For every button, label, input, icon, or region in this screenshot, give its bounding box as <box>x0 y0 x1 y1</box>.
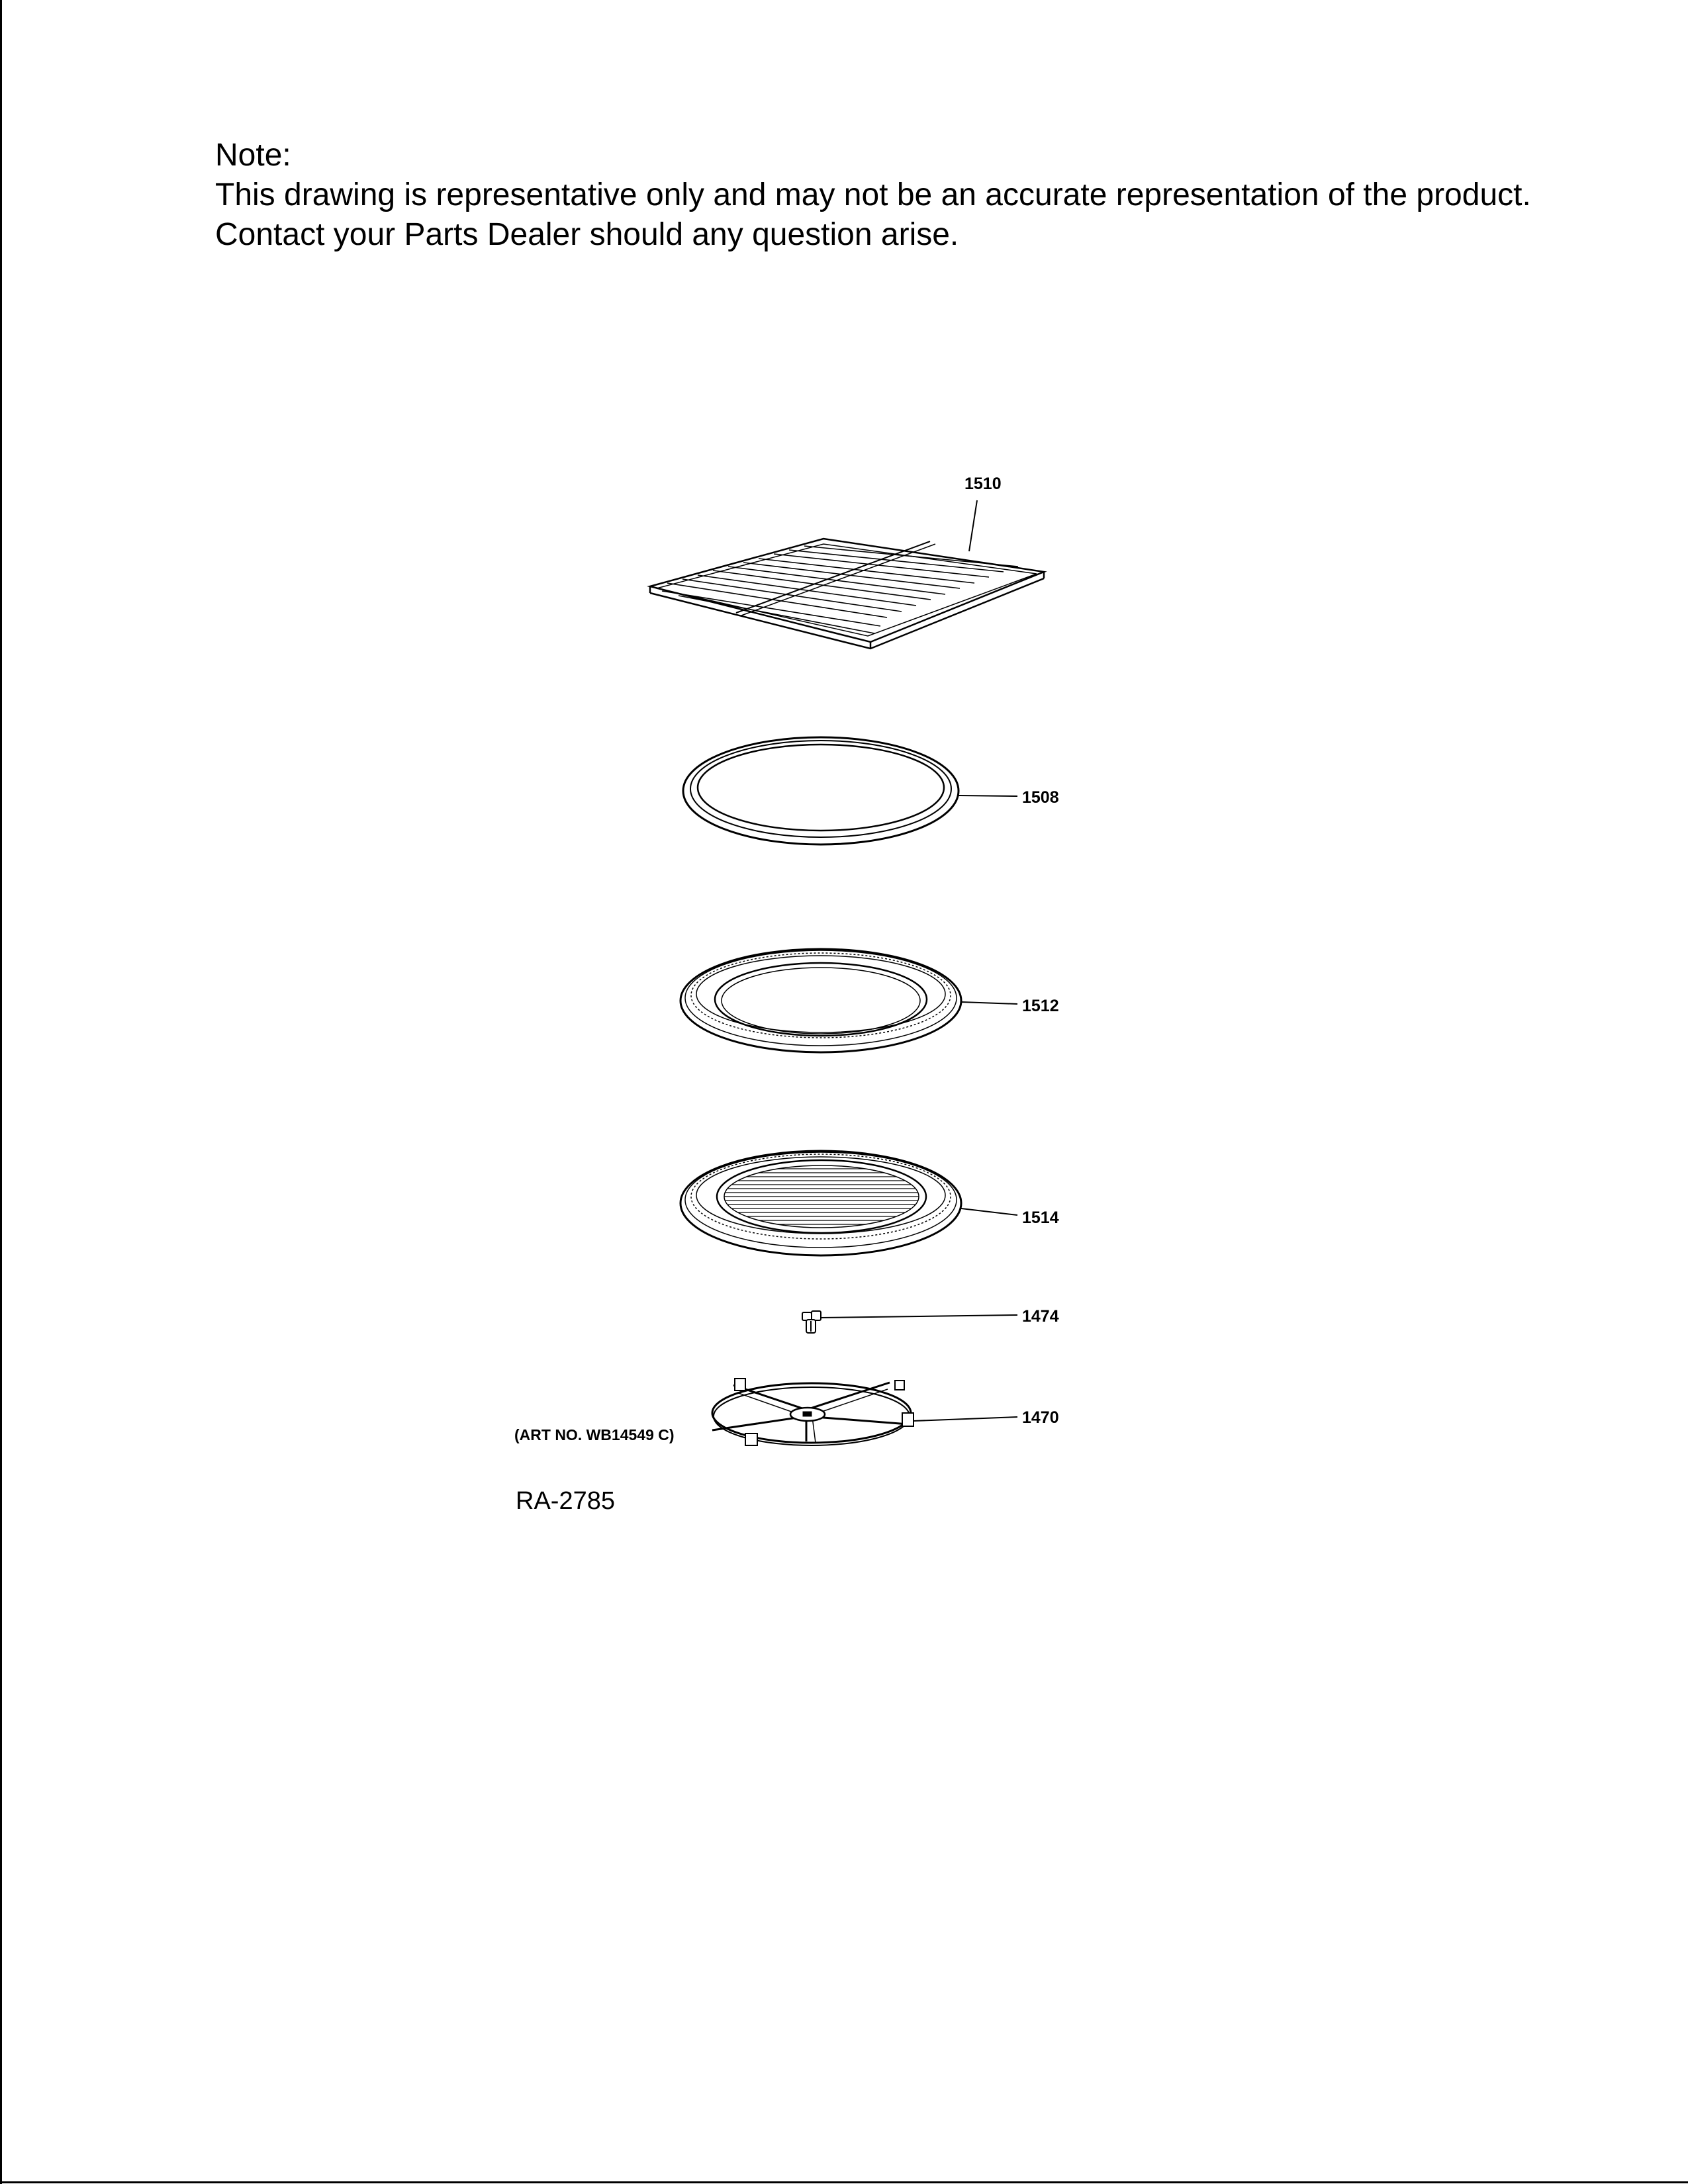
leader-1474 <box>821 1315 1017 1318</box>
note-line-1: This drawing is representative only and may not be an accurate representation of the product. <box>215 177 1531 212</box>
note-heading: Note: <box>215 138 291 173</box>
callout-1512: 1512 <box>1022 997 1059 1015</box>
wire-rack-icon <box>650 539 1044 649</box>
roller-support-icon <box>712 1379 914 1445</box>
leader-1470 <box>914 1417 1017 1421</box>
callout-1510: 1510 <box>964 475 1002 493</box>
leader-1510 <box>969 500 977 551</box>
leader-1512 <box>961 1002 1017 1004</box>
grill-tray-icon <box>680 1151 961 1255</box>
coupler-icon <box>802 1311 821 1333</box>
leader-1514 <box>961 1208 1017 1215</box>
note-line-2: Contact your Parts Dealer should any question arise. <box>215 217 959 252</box>
drawing-id: RA-2785 <box>516 1487 615 1515</box>
callout-1508: 1508 <box>1022 788 1059 807</box>
callout-1470: 1470 <box>1022 1408 1059 1427</box>
glass-tray-icon <box>680 949 961 1052</box>
art-number: (ART NO. WB14549 C) <box>514 1426 675 1443</box>
callout-1514: 1514 <box>1022 1208 1059 1227</box>
ring-icon <box>683 737 959 844</box>
leader-lines <box>821 500 1017 1421</box>
callout-1474: 1474 <box>1022 1307 1059 1326</box>
